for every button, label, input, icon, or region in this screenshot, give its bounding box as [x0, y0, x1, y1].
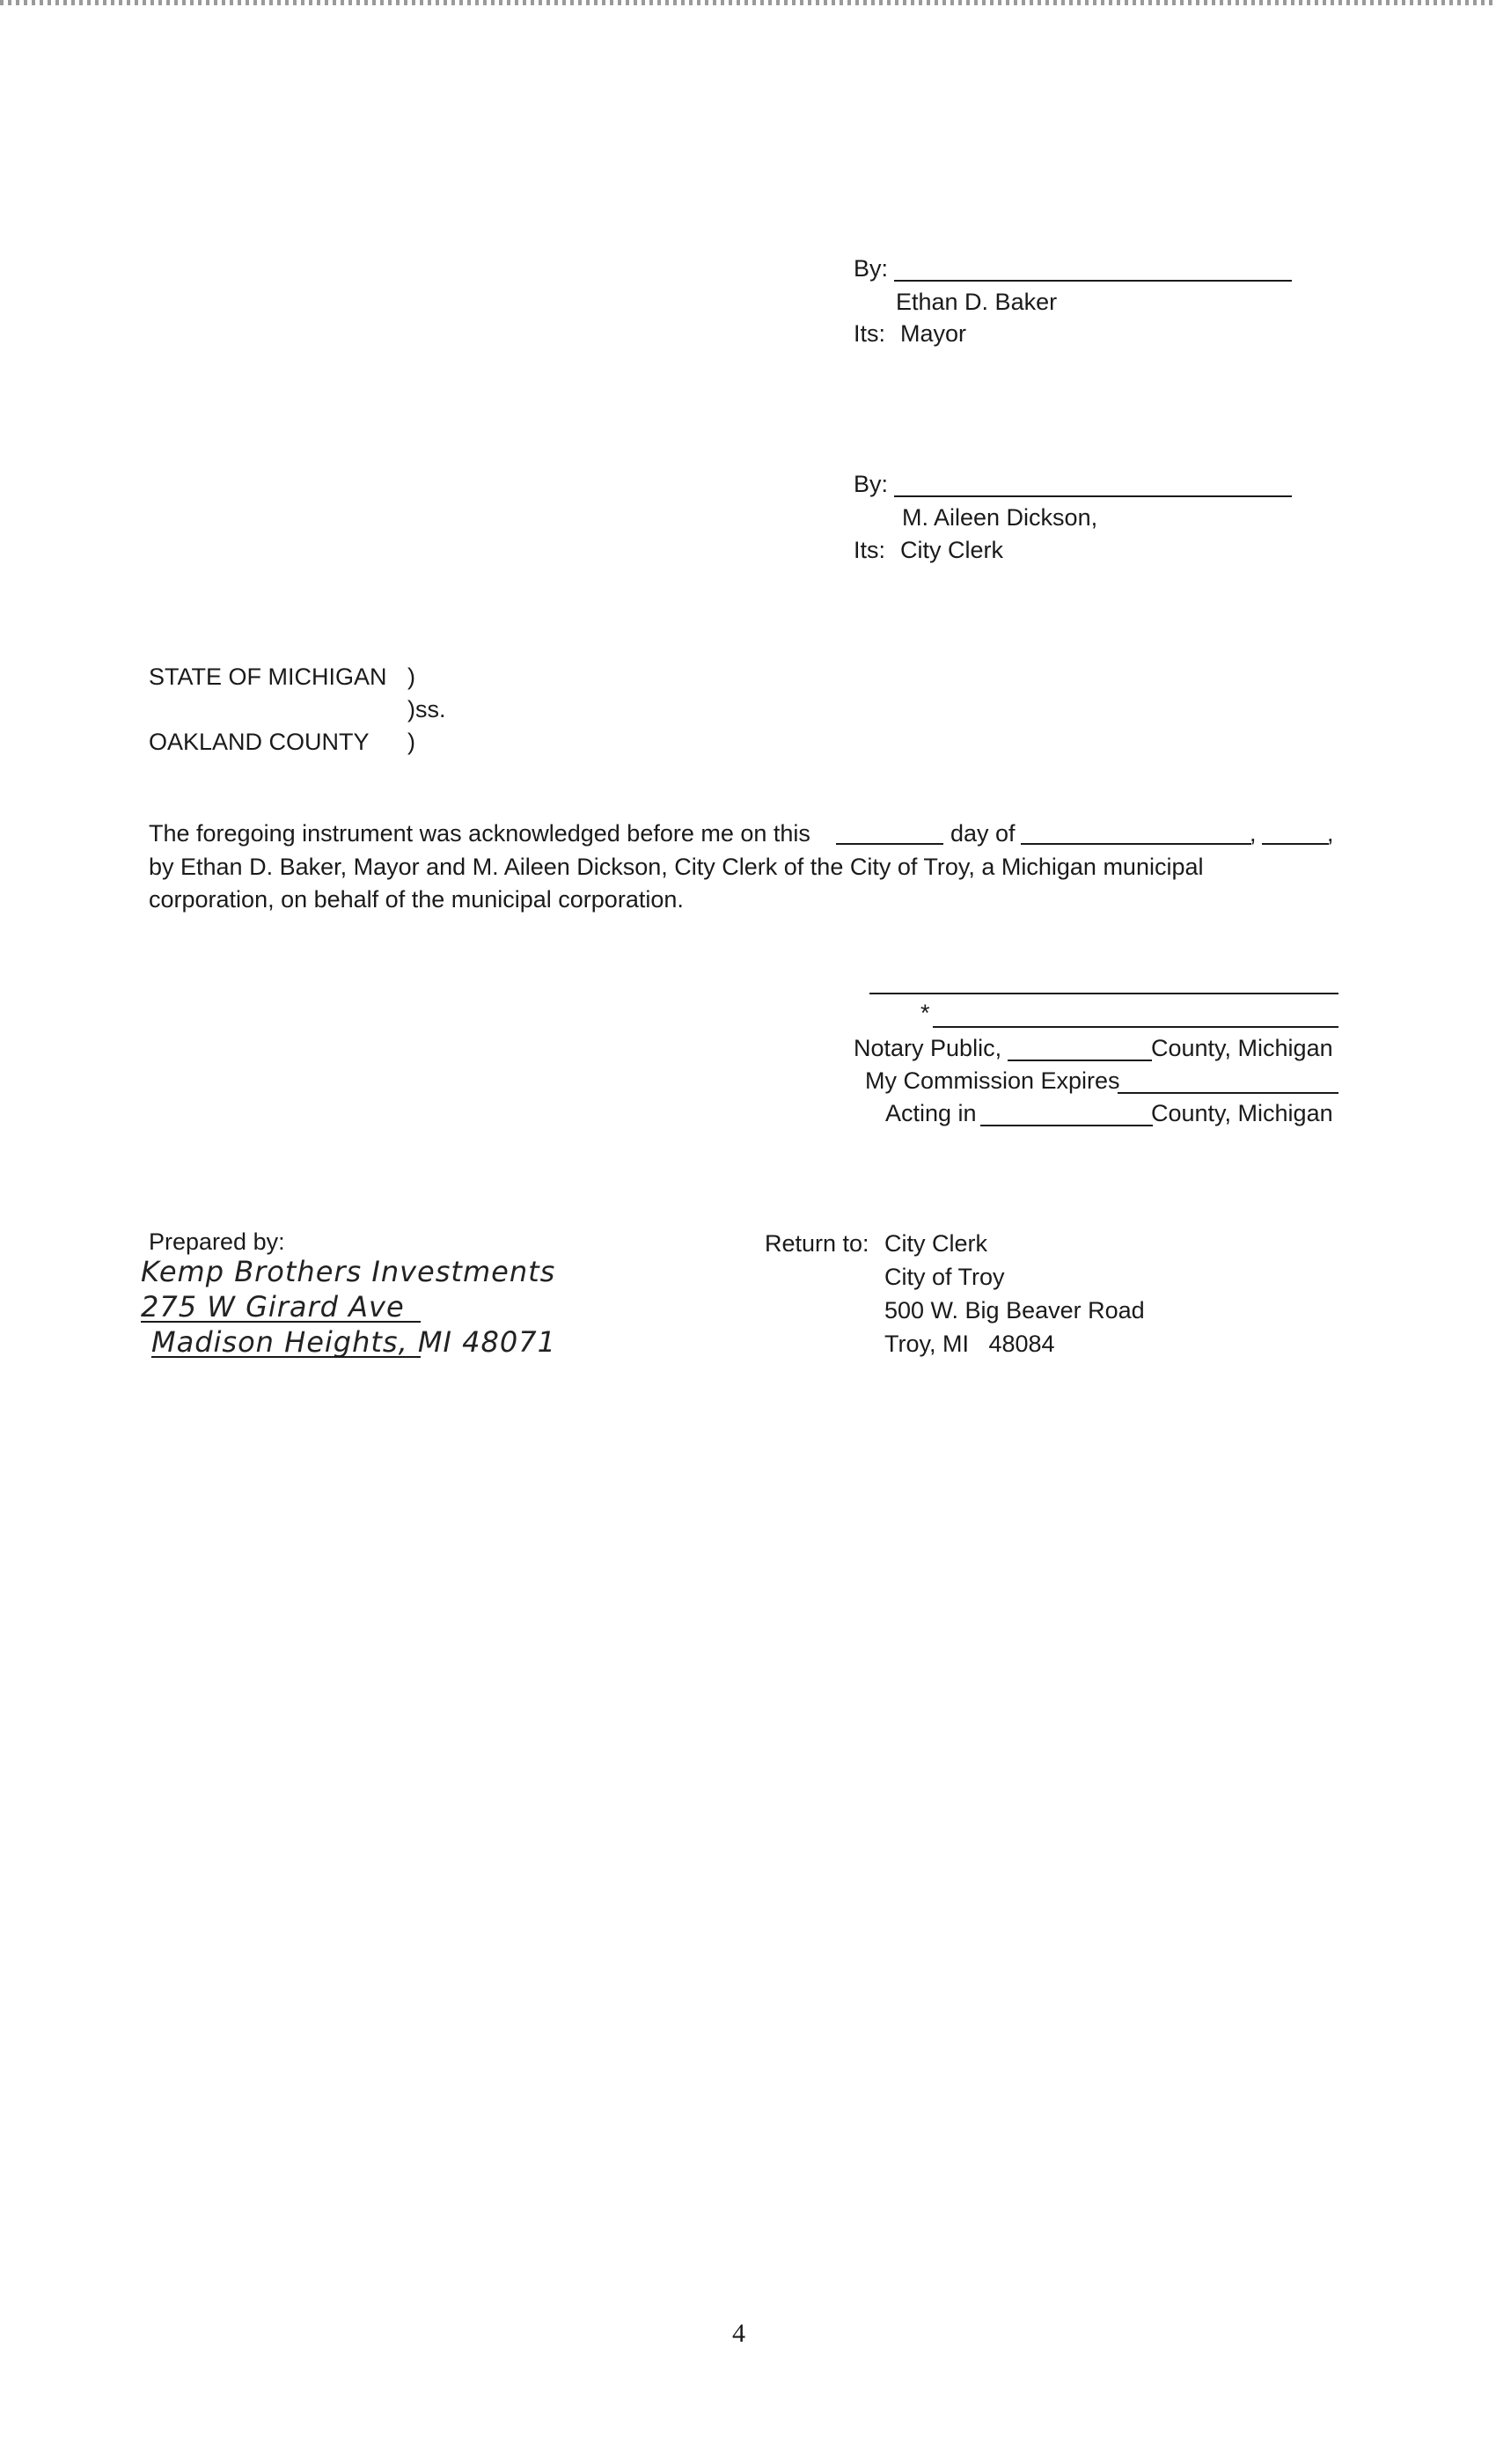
- signer-name: Ethan D. Baker: [896, 289, 1058, 315]
- notary-signature-line: [869, 993, 1338, 994]
- venue-ss: )ss.: [407, 696, 446, 722]
- ack-line-3: corporation, on behalf of the municipal corporation.: [149, 886, 684, 913]
- acting-county-michigan: County, Michigan: [1151, 1100, 1333, 1126]
- return-to-label: Return to:: [765, 1230, 869, 1257]
- county-michigan-label: County, Michigan: [1151, 1035, 1333, 1061]
- its-label: Its:: [854, 320, 886, 347]
- ack-comma: ,: [1250, 820, 1257, 847]
- signer-name: M. Aileen Dickson,: [902, 504, 1098, 531]
- handwritten-preparer-city: Madison Heights, MI 48071: [151, 1325, 556, 1359]
- handwritten-preparer-name: Kemp Brothers Investments: [141, 1255, 556, 1288]
- day-blank: [836, 843, 943, 845]
- return-line: City of Troy: [884, 1264, 1005, 1290]
- commission-expires-label: My Commission Expires: [865, 1067, 1120, 1094]
- notary-public-label: Notary Public,: [854, 1035, 1002, 1061]
- return-line: 500 W. Big Beaver Road: [884, 1297, 1145, 1324]
- signature-line: [894, 495, 1292, 497]
- by-label: By:: [854, 471, 889, 497]
- handwritten-underline: [151, 1356, 421, 1358]
- handwritten-underline: [141, 1321, 421, 1323]
- ack-line-2: by Ethan D. Baker, Mayor and M. Aileen Dickson, City Clerk of the City of Troy, a Michigan municipal: [149, 854, 1204, 880]
- signer-title: Mayor: [900, 320, 967, 347]
- acting-in-label: Acting in: [885, 1100, 977, 1126]
- ack-day-of: day of: [950, 820, 1016, 847]
- return-line: Troy, MI 48084: [884, 1331, 1055, 1357]
- notary-name-line: [933, 1026, 1338, 1028]
- prepared-by-label: Prepared by:: [149, 1228, 285, 1255]
- ack-comma: ,: [1327, 820, 1334, 847]
- venue-paren: ): [407, 664, 415, 690]
- its-label: Its:: [854, 537, 886, 563]
- year-blank: [1262, 843, 1329, 845]
- signature-line: [894, 280, 1292, 282]
- signer-title: City Clerk: [900, 537, 1004, 563]
- ack-line-1: The foregoing instrument was acknowledged before me on this: [149, 820, 810, 847]
- return-line: City Clerk: [884, 1230, 988, 1257]
- page-number: 4: [732, 2319, 745, 2348]
- venue-paren: ): [407, 729, 415, 755]
- state-label: STATE OF MICHIGAN: [149, 664, 387, 690]
- county-label: OAKLAND COUNTY: [149, 729, 370, 755]
- notary-county-blank: [1008, 1060, 1152, 1061]
- acting-county-blank: [980, 1125, 1153, 1126]
- commission-blank: [1118, 1092, 1338, 1094]
- scan-top-edge: [0, 0, 1496, 5]
- asterisk: *: [920, 1000, 930, 1026]
- by-label: By:: [854, 255, 889, 282]
- handwritten-preparer-street: 275 W Girard Ave: [141, 1290, 405, 1324]
- month-blank: [1021, 843, 1251, 845]
